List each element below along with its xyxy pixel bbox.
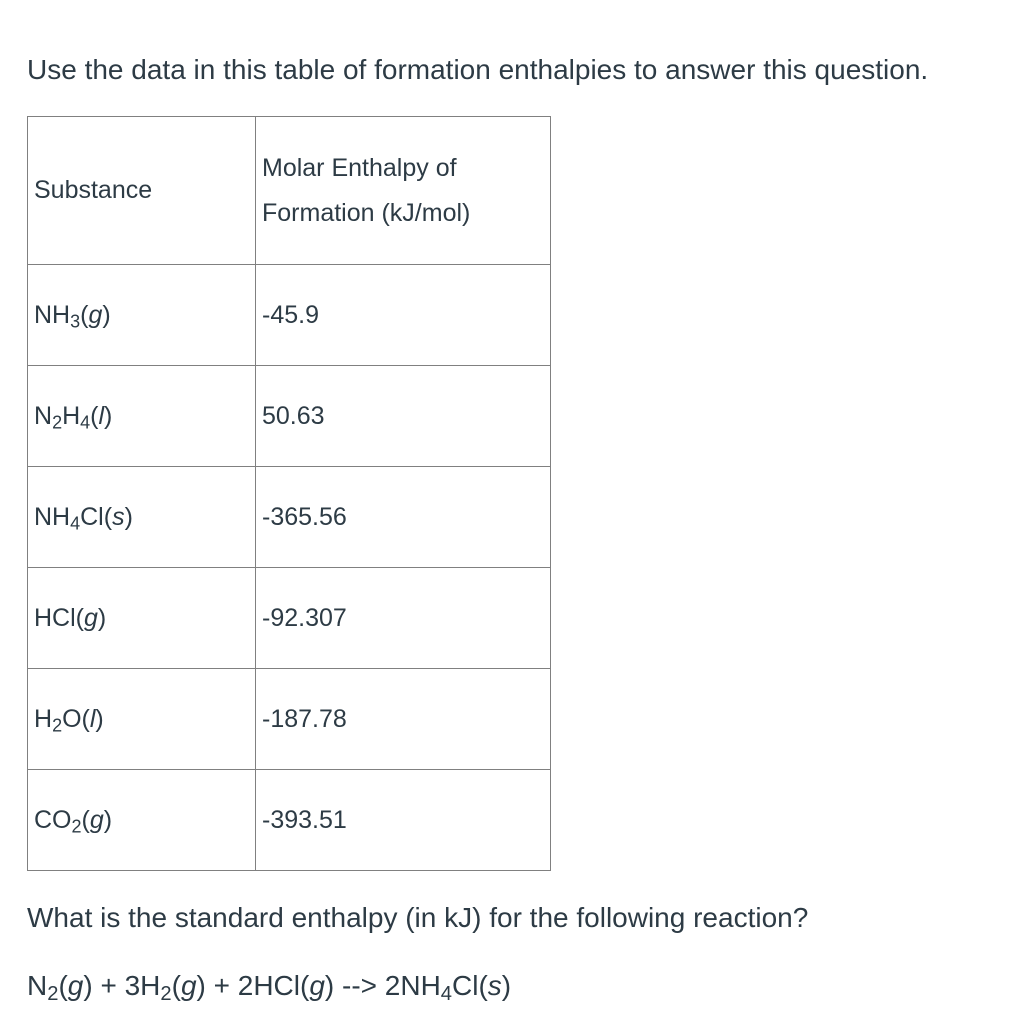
substance-formula-subscript: 2 — [71, 816, 82, 836]
enthalpy-value-cell — [256, 366, 551, 467]
substance-formula-text: ) — [124, 502, 133, 531]
table-row — [28, 265, 551, 366]
substance-formula-subscript: 2 — [52, 715, 63, 735]
enthalpy-value: -187.78 — [262, 704, 347, 733]
substance-formula-text: NH — [34, 300, 71, 329]
substance-formula-phase: g — [89, 805, 104, 834]
reaction-equation-subscript: 2 — [160, 983, 172, 1006]
intro-text: Use the data in this table of formation enthalpies to answer this question. — [27, 54, 929, 85]
reaction-equation-text: ) — [501, 970, 512, 1001]
substance-cell — [28, 770, 256, 871]
substance-formula-phase: s — [112, 502, 125, 531]
substance-formula-text: ) — [95, 704, 104, 733]
substance-cell — [28, 669, 256, 770]
substance-formula-text: H — [34, 704, 53, 733]
header-enthalpy-line2: Formation (kJ/mol) — [262, 198, 471, 227]
reaction-equation-phase: g — [67, 970, 84, 1001]
table-row — [28, 770, 551, 871]
table-header-row — [28, 117, 551, 265]
substance-formula-subscript: 4 — [70, 513, 81, 533]
reaction-equation-subscript: 4 — [440, 983, 453, 1006]
substance-formula-phase: g — [84, 603, 98, 632]
substance-formula-text: CO — [34, 805, 72, 834]
table-row — [28, 467, 551, 568]
reaction-equation-text: ( — [171, 970, 181, 1001]
substance-formula-text: Cl( — [80, 502, 113, 531]
substance-formula-subscript: 4 — [80, 412, 91, 432]
substance-formula-phase: l — [89, 704, 96, 733]
reaction-equation-text: N — [27, 970, 48, 1001]
substance-formula-text: ( — [80, 300, 89, 329]
enthalpy-value-cell — [256, 669, 551, 770]
substance-formula-text: ) — [103, 805, 113, 834]
substance-cell — [28, 568, 256, 669]
substance-formula-subscript: 3 — [70, 311, 81, 331]
formation-enthalpy-table — [27, 116, 551, 871]
substance-formula-text: O( — [62, 704, 90, 733]
enthalpy-value-cell — [256, 467, 551, 568]
enthalpy-value: -92.307 — [262, 603, 347, 632]
enthalpy-value: -45.9 — [262, 300, 319, 329]
enthalpy-value-cell — [256, 770, 551, 871]
substance-formula-text: ) — [104, 401, 113, 430]
header-enthalpy-line1: Molar Enthalpy of — [262, 153, 457, 182]
reaction-equation-text: ( — [58, 970, 68, 1001]
reaction-equation-text: ) --> 2NH — [324, 970, 441, 1001]
table-row — [28, 669, 551, 770]
substance-formula-phase: g — [88, 300, 103, 329]
question-text: What is the standard enthalpy (in kJ) for the following reaction? — [27, 902, 809, 933]
substance-formula-text: N — [34, 401, 53, 430]
reaction-equation-phase: s — [487, 970, 502, 1001]
reaction-equation-text: ) + 3H — [83, 970, 161, 1001]
table-row — [28, 366, 551, 467]
substance-formula-text: ( — [90, 401, 99, 430]
header-substance-label: Substance — [34, 176, 153, 204]
reaction-equation-text: Cl( — [452, 970, 488, 1001]
reaction-equation-phase: g — [309, 970, 325, 1001]
substance-formula-text: ( — [81, 805, 90, 834]
table-row — [28, 568, 551, 669]
reaction-equation-phase: g — [180, 970, 197, 1001]
substance-cell — [28, 467, 256, 568]
substance-cell — [28, 265, 256, 366]
substance-formula-subscript: 2 — [52, 412, 63, 432]
substance-formula-text: HCl( — [34, 603, 84, 632]
header-enthalpy — [256, 117, 551, 265]
header-substance — [28, 117, 256, 265]
substance-cell — [28, 366, 256, 467]
substance-formula-text: H — [62, 401, 81, 430]
enthalpy-value: -365.56 — [262, 502, 347, 531]
reaction-equation — [27, 966, 511, 1006]
enthalpy-value: 50.63 — [262, 401, 325, 430]
enthalpy-value-cell — [256, 568, 551, 669]
substance-formula-text: NH — [34, 502, 71, 531]
reaction-equation-text: ) + 2HCl( — [196, 970, 310, 1001]
reaction-equation-subscript: 2 — [47, 983, 59, 1006]
substance-formula-text: ) — [102, 300, 111, 329]
substance-formula-text: ) — [97, 603, 107, 632]
substance-formula-phase: l — [98, 401, 105, 430]
enthalpy-value: -393.51 — [262, 805, 347, 834]
enthalpy-value-cell — [256, 265, 551, 366]
table-body — [28, 117, 551, 871]
